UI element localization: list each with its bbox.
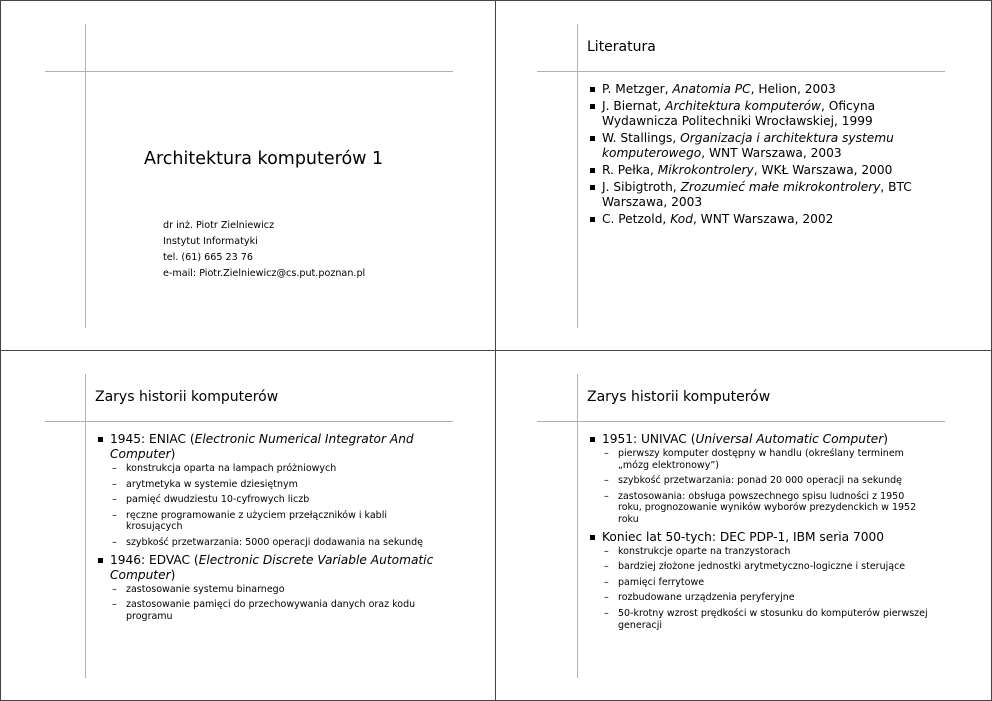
history-subitem: – pamięci ferrytowe: [602, 577, 929, 589]
slide3-deco-vertical: [85, 374, 86, 678]
history-item: 1951: UNIVAC (Universal Automatic Computer) – pierwszy komputer dostępny w handlu (określany terminem „mózg elektronowy”) – szybkość przetwarzania: ponad 20 000 operacji na sekundę – zastosowania: obsługa powszechnego spisu ludności z 1950 roku, prognozowanie wyników wyborów prezydenckich w 1952 roku: [589, 432, 929, 526]
slide3-deco-horizontal: [45, 421, 453, 422]
slide1-deco-vertical: [85, 24, 86, 328]
slide4-deco-vertical: [577, 374, 578, 678]
history-subitem: – zastosowania: obsługa powszechnego spisu ludności z 1950 roku, prognozowanie wyników wyborów prezydenckich w 1952 roku: [602, 491, 929, 526]
history-subitem: – bardziej złożone jednostki arytmetyczno-logiczne i sterujące: [602, 561, 929, 573]
history-subitem: – szybkość przetwarzania: ponad 20 000 operacji na sekundę: [602, 475, 929, 487]
history-subitem: – pamięć dwudziestu 10-cyfrowych liczb: [110, 494, 437, 506]
history-subitems: [602, 448, 929, 526]
history-list-1: [97, 432, 437, 626]
reference-item: P. Metzger, Anatomia PC, Helion, 2003: [589, 82, 929, 97]
history-subitem: – 50-krotny wzrost prędkości w stosunku do komputerów pierwszej generacji: [602, 608, 929, 631]
slide4-deco-horizontal: [537, 421, 945, 422]
history-subitem: – konstrukcja oparta na lampach próżniowych: [110, 463, 437, 475]
slide2-deco-vertical: [577, 24, 578, 328]
author-institute: Instytut Informatyki: [163, 236, 258, 247]
slide2-title: Literatura: [587, 39, 656, 55]
frame-middle-divider: [0, 350, 992, 351]
history-item: Koniec lat 50-tych: DEC PDP-1, IBM seria 7000 – konstrukcje oparte na tranzystorach – bardziej złożone jednostki arytmetyczno-logiczne i sterujące – pamięci ferrytowe – rozbudowane urządzenia peryferyjne – 50-krotny wzrost prędkości w stosunku do komputerów pierwszej generacji: [589, 530, 929, 632]
slide1-deco-horizontal: [45, 71, 453, 72]
history-subitem: – konstrukcje oparte na tranzystorach: [602, 546, 929, 558]
author-phone: tel. (61) 665 23 76: [163, 252, 253, 263]
history-subitem: – zastosowanie systemu binarnego: [110, 584, 437, 596]
reference-item: R. Pełka, Mikrokontrolery, WKŁ Warszawa, 2000: [589, 163, 929, 178]
author-name: dr inż. Piotr Zielniewicz: [163, 220, 275, 231]
slide1-author-block: [163, 218, 365, 282]
history-subitem: – zastosowanie pamięci do przechowywania danych oraz kodu programu: [110, 599, 437, 622]
history-subitem: – pierwszy komputer dostępny w handlu (określany terminem „mózg elektronowy”): [602, 448, 929, 471]
reference-item: J. Sibigtroth, Zrozumieć małe mikrokontrolery, BTC Warszawa, 2003: [589, 180, 929, 210]
history-subitem: – szybkość przetwarzania: 5000 operacji dodawania na sekundę: [110, 537, 437, 549]
history-subitems: [602, 546, 929, 632]
history-item: 1946: EDVAC (Electronic Discrete Variable Automatic Computer) – zastosowanie systemu binarnego – zastosowanie pamięci do przechowywania danych oraz kodu programu: [97, 553, 437, 623]
history-item: 1945: ENIAC (Electronic Numerical Integrator And Computer) – konstrukcja oparta na lampach próżniowych – arytmetyka w systemie dziesiętnym – pamięć dwudziestu 10-cyfrowych liczb – ręczne programowanie z użyciem przełączników i kabli krosujących – szybkość przetwarzania: 5000 operacji dodawania na sekundę: [97, 432, 437, 549]
slide4-title: Zarys historii komputerów: [587, 389, 771, 405]
history-subitem: – rozbudowane urządzenia peryferyjne: [602, 592, 929, 604]
history-subitems: [110, 463, 437, 549]
slide3-title: Zarys historii komputerów: [95, 389, 279, 405]
reference-item: C. Petzold, Kod, WNT Warszawa, 2002: [589, 212, 929, 227]
frame-top: [0, 0, 992, 1]
slide2-deco-horizontal: [537, 71, 945, 72]
history-list-2: [589, 432, 929, 635]
history-subitem: – arytmetyka w systemie dziesiętnym: [110, 479, 437, 491]
slide1-title: Architektura komputerów 1: [144, 149, 384, 169]
reference-item: J. Biernat, Architektura komputerów, Oficyna Wydawnicza Politechniki Wrocławskiej, 1999: [589, 99, 929, 129]
history-subitem: – ręczne programowanie z użyciem przełączników i kabli krosujących: [110, 510, 437, 533]
history-subitems: [110, 584, 437, 623]
reference-item: W. Stallings, Organizacja i architektura systemu komputerowego, WNT Warszawa, 2003: [589, 131, 929, 161]
author-email: e-mail: Piotr.Zielniewicz@cs.put.poznan.pl: [163, 268, 366, 279]
references-list: [589, 82, 929, 229]
